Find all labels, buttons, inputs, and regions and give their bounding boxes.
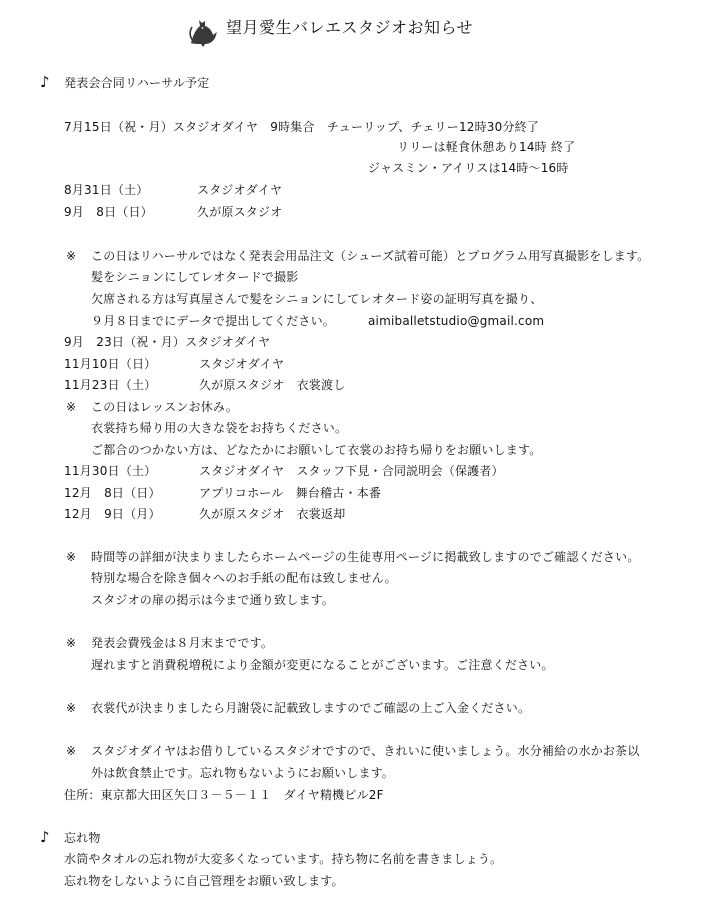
note-mark: ※ — [66, 249, 77, 263]
schedule-sep23: 9月 23日（祝・月）スタジオダイヤ — [64, 335, 271, 349]
note-mark: ※ — [66, 550, 77, 564]
schedule-jul15-line1: 7月15日（祝・月）スタジオダイヤ 9時集合 チューリップ、チェリー12時30分終了 — [64, 120, 540, 134]
schedule-nov23-place: 久が原スタジオ 衣裳渡し — [199, 378, 346, 392]
schedule-dec8-date: 12月 8日（日） — [64, 486, 161, 500]
lost-items-line1: 水筒やタオルの忘れ物が大変多くなっています。持ち物に名前を書きましょう。 — [64, 852, 503, 866]
notice-fee-line2: 遅れますと消費税増税により金額が変更になることがございます。ご注意ください。 — [91, 658, 554, 672]
studio-email: aimiballetstudio@gmail.com — [368, 314, 545, 328]
schedule-nov10-place: スタジオダイヤ — [199, 357, 285, 371]
schedule-nov10-date: 11月10日（日） — [64, 357, 157, 371]
notice-details-line2: 特別な場合を除き個々へのお手紙の配布は致しません。 — [91, 571, 397, 585]
schedule-aug31-place: スタジオダイヤ — [197, 183, 283, 197]
schedule-jul15-line3: ジャスミン・アイリスは14時～16時 — [368, 161, 569, 175]
notice-studio-line2: 外は飲食禁止です。忘れ物もないようにお願いします。 — [91, 766, 395, 780]
schedule-nov30-date: 11月30日（土） — [64, 464, 157, 478]
schedule-aug31-date: 8月31日（土） — [64, 183, 149, 197]
section-heading-rehearsal: 発表会合同リハーサル予定 — [64, 76, 210, 90]
note-nov23-line3: ご都合のつかない方は、どなたかにお願いして衣裳のお持ち帰りをお願いします。 — [91, 443, 542, 457]
notice-fee-line1: 発表会費残金は８月末までです。 — [91, 636, 274, 650]
note-mark: ※ — [66, 701, 77, 715]
note-nov23-line1: この日はレッスンお休み。 — [91, 400, 239, 414]
notice-details-line3: スタジオの扉の掲示は今まで通り致します。 — [91, 593, 335, 607]
notice-studio-line1: スタジオダイヤはお借りしているスタジオですので、きれいに使いましょう。水分補給の水かお茶以 — [91, 744, 640, 758]
music-note-icon: ♪ — [40, 828, 50, 846]
page-title: 望月愛生バレエスタジオお知らせ — [226, 18, 474, 37]
schedule-jul15-line2: リリーは軽食休憩あり14時 終了 — [397, 140, 576, 154]
studio-address: 住所：東京都大田区矢口３－５－１１ ダイヤ精機ビル2F — [64, 788, 384, 802]
music-note-icon: ♪ — [40, 73, 50, 91]
schedule-dec9-place: 久が原スタジオ 衣裳返却 — [199, 507, 346, 521]
notice-details-line1: 時間等の詳細が決まりましたらホームページの生徒専用ページに掲載致しますのでご確認ください。 — [91, 550, 640, 564]
dancer-cat-icon — [187, 13, 219, 47]
schedule-dec8-place: アプリコホール 舞台稽古・本番 — [199, 486, 382, 500]
note-sep8-line3: 欠席される方は写真屋さんで髪をシニョンにしてレオタード姿の証明写真を撮り、 — [91, 292, 543, 306]
section-heading-lost-items: 忘れ物 — [64, 831, 101, 845]
note-sep8-line1: この日はリハーサルではなく発表会用品注文（シューズ試着可能）とプログラム用写真撮影をします。 — [91, 249, 650, 263]
schedule-nov23-date: 11月23日（土） — [64, 378, 157, 392]
note-mark: ※ — [66, 636, 77, 650]
schedule-sep8-place: 久が原スタジオ — [197, 205, 283, 219]
note-sep8-line2: 髪をシニョンにしてレオタードで撮影 — [91, 270, 299, 284]
note-mark: ※ — [66, 744, 77, 758]
lost-items-line2: 忘れ物をしないように自己管理をお願い致します。 — [64, 874, 344, 888]
note-mark: ※ — [66, 400, 77, 414]
schedule-nov30-place: スタジオダイヤ スタッフ下見・合同説明会（保護者） — [199, 464, 504, 478]
schedule-sep8-date: 9月 8日（日） — [64, 205, 153, 219]
schedule-dec9-date: 12月 9日（月） — [64, 507, 161, 521]
notice-costume-line1: 衣裳代が決まりましたら月謝袋に記載致しますのでご確認の上ご入金ください。 — [91, 701, 531, 715]
note-sep8-line4: ９月８日までにデータで提出してください。 — [91, 314, 336, 328]
note-nov23-line2: 衣裳持ち帰り用の大きな袋をお持ちください。 — [91, 421, 348, 435]
